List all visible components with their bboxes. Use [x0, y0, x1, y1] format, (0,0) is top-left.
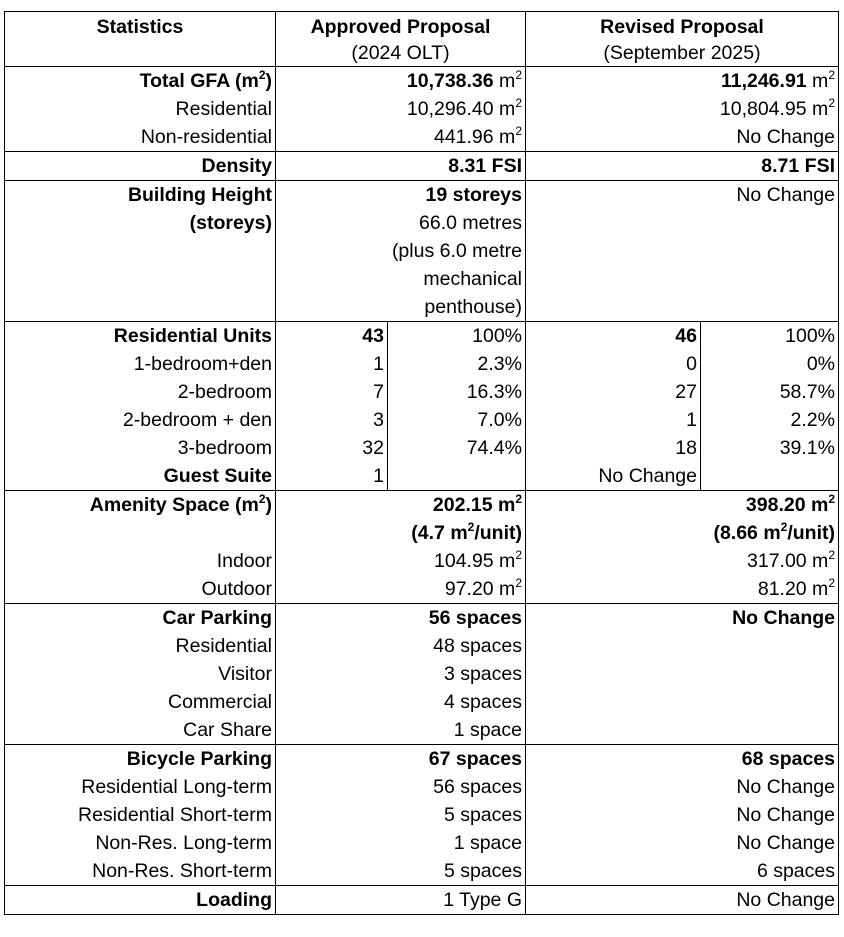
car-parking-sub-approved: 1 space — [276, 716, 526, 745]
unit-type-revised-pct: 2.2% — [701, 406, 839, 434]
car-parking-revised: No Change — [526, 604, 839, 633]
gfa-residential-revised: 10,804.95 $m^2$ — [526, 95, 839, 123]
bike-parking-sub-approved: 1 space — [276, 829, 526, 857]
density-label: Density — [5, 152, 276, 181]
loading-approved: 1 Type G — [276, 886, 526, 915]
bike-parking-sub-revised: 6 spaces — [526, 857, 839, 886]
bike-parking-revised: 68 spaces — [526, 745, 839, 774]
bike-parking-sub-revised: No Change — [526, 829, 839, 857]
bike-parking-sub-approved: 5 spaces — [276, 801, 526, 829]
guest-suite-row — [5, 462, 839, 491]
unit-type-approved-count: 3 — [276, 406, 388, 434]
units-revised-pct: 100% — [701, 322, 839, 351]
height-revised: No Change — [526, 181, 839, 322]
unit-type-approved-pct: 74.4% — [388, 434, 526, 462]
amenity-outdoor-revised: 81.20 $m^2$ — [526, 575, 839, 603]
car-parking-approved: 56 spaces — [276, 604, 526, 633]
car-parking-sub-label: Residential — [5, 632, 276, 660]
guest-suite-approved: 1 — [276, 462, 388, 491]
unit-type-revised-count: 0 — [526, 350, 701, 378]
amenity-indoor-label: Indoor — [5, 547, 276, 575]
amenity-outdoor-label: Outdoor — [5, 575, 276, 603]
car-parking-sub-row — [5, 716, 839, 745]
units-approved-total: 43 — [276, 322, 388, 351]
unit-type-label: 2-bedroom — [5, 378, 276, 406]
bike-parking-sub-revised: No Change — [526, 773, 839, 801]
unit-type-revised-count: 27 — [526, 378, 701, 406]
unit-type-row — [5, 378, 839, 406]
units-approved-pct: 100% — [388, 322, 526, 351]
gfa-residential-approved: 10,296.40 $m^2$ — [276, 95, 526, 123]
amenity-revised-total: 398.20 $m^2$ — [526, 491, 839, 520]
bike-parking-sub-revised: No Change — [526, 801, 839, 829]
gfa-nonres-approved: 441.96 $m^2$ — [276, 123, 526, 152]
bike-parking-sub-label: Residential Short-term — [5, 801, 276, 829]
gfa-revised: 11,246.91 $m^2$ — [526, 67, 839, 96]
car-parking-sub-approved: 4 spaces — [276, 688, 526, 716]
amenity-indoor-approved: 104.95 $m^2$ — [276, 547, 526, 575]
unit-type-label: 2-bedroom + den — [5, 406, 276, 434]
bike-parking-sub-row — [5, 773, 839, 801]
gfa-nonres-row — [5, 123, 839, 152]
unit-type-approved-count: 7 — [276, 378, 388, 406]
gfa-nonres-label: Non-residential — [5, 123, 276, 152]
header-revised-sub: (September 2025) — [603, 42, 761, 64]
gfa-nonres-revised: No Change — [526, 123, 839, 152]
gfa-residential-label: Residential — [5, 95, 276, 123]
header-row — [5, 12, 839, 67]
car-parking-sub-row — [5, 688, 839, 716]
unit-type-approved-pct: 16.3% — [388, 378, 526, 406]
guest-suite-label: Guest Suite — [5, 462, 276, 491]
bike-parking-row — [5, 745, 839, 774]
unit-type-revised-pct: 0% — [701, 350, 839, 378]
car-parking-sub-approved: 48 spaces — [276, 632, 526, 660]
units-revised-total: 46 — [526, 322, 701, 351]
amenity-row — [5, 491, 839, 520]
gfa-approved: 10,738.36 $m^2$ — [276, 67, 526, 96]
unit-type-label: 1-bedroom+den — [5, 350, 276, 378]
gfa-residential-row — [5, 95, 839, 123]
unit-type-row — [5, 350, 839, 378]
amenity-outdoor-row — [5, 575, 839, 603]
header-approved-sub: (2024 OLT) — [351, 42, 450, 64]
density-row — [5, 152, 839, 181]
car-parking-sub-row — [5, 660, 839, 688]
height-row — [5, 181, 839, 322]
bike-parking-sub-approved: 56 spaces — [276, 773, 526, 801]
units-label: Residential Units — [5, 322, 276, 351]
header-approved — [276, 12, 526, 67]
gfa-row — [5, 67, 839, 96]
loading-row — [5, 886, 839, 915]
unit-type-revised-count: 1 — [526, 406, 701, 434]
units-row — [5, 322, 839, 351]
unit-type-approved-pct: 7.0% — [388, 406, 526, 434]
car-parking-row — [5, 604, 839, 633]
amenity-revised-per-unit: (8.66 $m^2/unit$) — [526, 519, 839, 547]
header-approved-title: Approved Proposal — [310, 16, 491, 38]
loading-revised: No Change — [526, 886, 839, 915]
gfa-label: Total GFA $(m^2)$ — [5, 67, 276, 96]
density-approved: 8.31 FSI — [276, 152, 526, 181]
height-approved: 19 storeys 66.0 metres (plus 6.0 metre mechanical penthouse) — [276, 181, 526, 322]
unit-type-row — [5, 406, 839, 434]
bike-parking-label: Bicycle Parking — [5, 745, 276, 774]
density-revised: 8.71 FSI — [526, 152, 839, 181]
height-label: Building Height (storeys) — [5, 181, 276, 322]
amenity-per-unit-row — [5, 519, 839, 547]
bike-parking-sub-approved: 5 spaces — [276, 857, 526, 886]
bike-parking-sub-label: Residential Long-term — [5, 773, 276, 801]
unit-type-revised-count: 18 — [526, 434, 701, 462]
amenity-approved-per-unit: (4.7 $m^2/unit$) — [276, 519, 526, 547]
unit-type-revised-pct: 39.1% — [701, 434, 839, 462]
guest-suite-revised: No Change — [526, 462, 701, 491]
car-parking-sub-row — [5, 632, 839, 660]
car-parking-sub-label: Visitor — [5, 660, 276, 688]
amenity-indoor-revised: 317.00 $m^2$ — [526, 547, 839, 575]
header-revised-title: Revised Proposal — [600, 16, 764, 38]
bike-parking-sub-label: Non-Res. Long-term — [5, 829, 276, 857]
unit-type-approved-count: 32 — [276, 434, 388, 462]
bike-parking-sub-row — [5, 857, 839, 886]
unit-type-approved-count: 1 — [276, 350, 388, 378]
header-statistics: Statistics — [5, 12, 276, 67]
bike-parking-sub-row — [5, 829, 839, 857]
unit-type-approved-pct: 2.3% — [388, 350, 526, 378]
bike-parking-approved: 67 spaces — [276, 745, 526, 774]
bike-parking-sub-label: Non-Res. Short-term — [5, 857, 276, 886]
car-parking-sub-label: Car Share — [5, 716, 276, 745]
bike-parking-sub-row — [5, 801, 839, 829]
car-parking-sub-approved: 3 spaces — [276, 660, 526, 688]
amenity-approved-total: 202.15 $m^2$ — [276, 491, 526, 520]
header-revised — [526, 12, 839, 67]
car-parking-label: Car Parking — [5, 604, 276, 633]
loading-label: Loading — [5, 886, 276, 915]
unit-type-revised-pct: 58.7% — [701, 378, 839, 406]
unit-type-label: 3-bedroom — [5, 434, 276, 462]
amenity-outdoor-approved: 97.20 $m^2$ — [276, 575, 526, 603]
unit-type-row — [5, 434, 839, 462]
amenity-label: Amenity Space $(m^2)$ — [5, 491, 276, 520]
amenity-indoor-row — [5, 547, 839, 575]
statistics-table — [4, 11, 839, 915]
car-parking-sub-label: Commercial — [5, 688, 276, 716]
